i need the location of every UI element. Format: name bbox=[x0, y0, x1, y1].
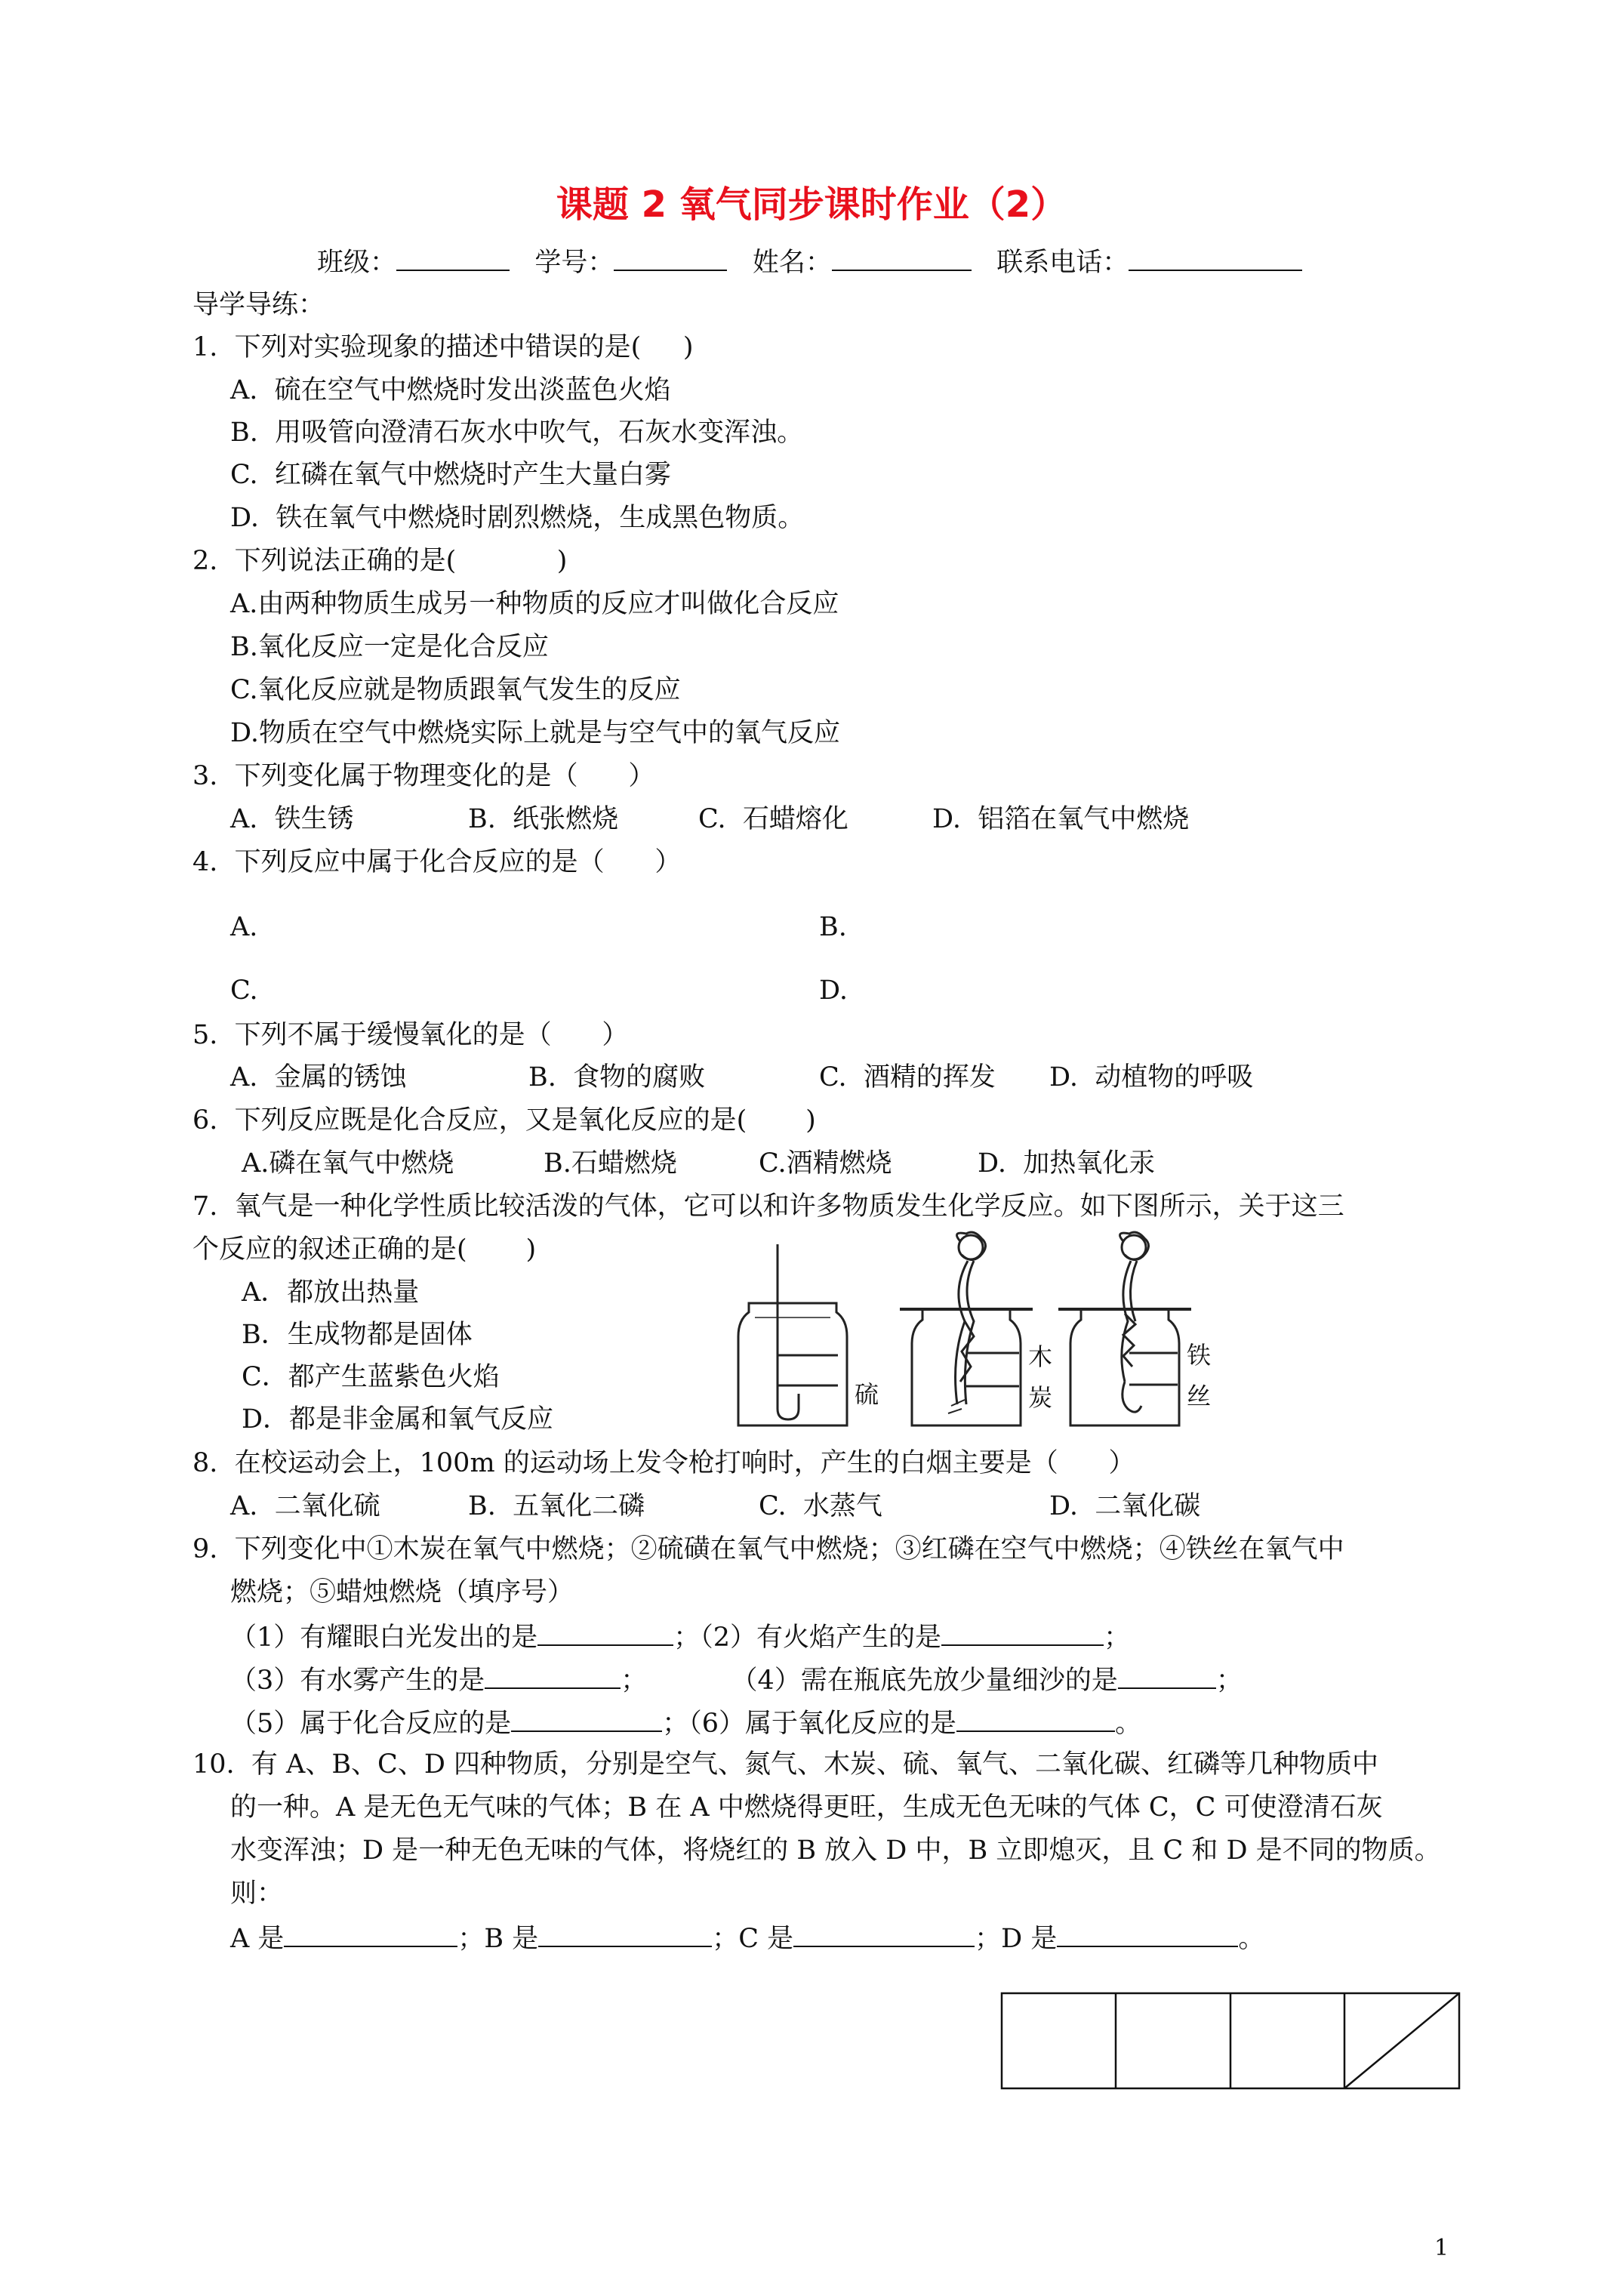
q9-part-6: ；（6）属于氧化反应的是 bbox=[662, 1709, 957, 1739]
iron-jar bbox=[1058, 1232, 1191, 1425]
q2-option-a: A.由两种物质生成另一种物质的反应才叫做化合反应 bbox=[230, 589, 839, 619]
q8-option-a: A. 二氧化硫 bbox=[230, 1491, 380, 1521]
q9-part-4: （4）需在瓶底先放少量细沙的是 bbox=[731, 1666, 1118, 1696]
q1-option-c: C. 红磷在氧气中燃烧时产生大量白雾 bbox=[230, 460, 671, 490]
q7-line-2: 个反应的叙述正确的是( ) bbox=[192, 1234, 537, 1265]
q2-option-b: B.氧化反应一定是化合反应 bbox=[230, 632, 549, 662]
q9-blank-4[interactable] bbox=[1118, 1662, 1216, 1689]
phone-blank[interactable] bbox=[1129, 244, 1302, 271]
q1-option-d: D. 铁在氧气中燃烧时剧烈燃烧，生成黑色物质。 bbox=[230, 503, 805, 533]
name-label: 姓名： bbox=[752, 248, 832, 278]
q7-option-c: C．都产生蓝紫色火焰 bbox=[242, 1362, 500, 1392]
q8-stem: 8. 在校运动会上，100m 的运动场上发令枪打响时，产生的白烟主要是（ ） bbox=[192, 1448, 1135, 1478]
q6-option-c: C.酒精燃烧 bbox=[759, 1148, 892, 1179]
q9-part-1: （1）有耀眼白光发出的是 bbox=[230, 1623, 538, 1653]
q9-blank-3[interactable] bbox=[485, 1662, 621, 1689]
q10-d-label: ；D 是 bbox=[975, 1924, 1058, 1954]
q4-option-d: D. bbox=[819, 975, 848, 1006]
charcoal-jar bbox=[900, 1232, 1033, 1425]
fig-label-iron-2: 丝 bbox=[1187, 1382, 1212, 1410]
q5-option-a: A. 金属的锈蚀 bbox=[230, 1062, 407, 1093]
section-heading: 导学导练： bbox=[192, 290, 325, 320]
q7-option-b: B．生成物都是固体 bbox=[242, 1320, 473, 1350]
q9-line-2: 燃烧；⑤蜡烛燃烧（填序号） bbox=[230, 1577, 574, 1607]
q5-option-d: D. 动植物的呼吸 bbox=[1049, 1062, 1254, 1093]
q8-option-b: B. 五氧化二磷 bbox=[468, 1491, 645, 1521]
q10-answers: A 是 ；B 是 ；C 是 ；D 是 。 bbox=[230, 1920, 1264, 1955]
fig-label-charcoal-2: 炭 bbox=[1028, 1383, 1053, 1412]
combustion-jars-figure bbox=[725, 1231, 1253, 1435]
q10-c-blank[interactable] bbox=[793, 1920, 975, 1947]
phone-label: 联系电话： bbox=[996, 248, 1129, 278]
q5-option-b: B. 食物的腐败 bbox=[528, 1062, 706, 1093]
q2-option-d: D.物质在空气中燃烧实际上就是与空气中的氧气反应 bbox=[230, 718, 840, 748]
q10-line-2: 的一种。A 是无色无气味的气体；B 在 A 中燃烧得更旺，生成无色无味的气体 C，C 可使澄清石灰 bbox=[230, 1792, 1383, 1823]
class-label: 班级： bbox=[317, 248, 397, 278]
q9-row-2: （3）有水雾产生的是 ； （4）需在瓶底先放少量细沙的是 ； bbox=[230, 1662, 1243, 1697]
q4-stem: 4. 下列反应中属于化合反应的是（ ） bbox=[192, 847, 682, 877]
q8-option-c: C. 水蒸气 bbox=[759, 1491, 882, 1521]
q6-option-a: A.磷在氧气中燃烧 bbox=[242, 1148, 454, 1179]
q9-row-1: （1）有耀眼白光发出的是 ；（2）有火焰产生的是 ； bbox=[230, 1619, 1130, 1654]
q10-a-label: A 是 bbox=[230, 1924, 285, 1954]
q3-option-d: D. 铝箔在氧气中燃烧 bbox=[932, 804, 1190, 834]
name-blank[interactable] bbox=[832, 244, 972, 271]
q5-stem: 5. 下列不属于缓慢氧化的是（ ） bbox=[192, 1020, 629, 1050]
info-line bbox=[317, 244, 1302, 279]
q1-option-b: B. 用吸管向澄清石灰水中吹气，石灰水变浑浊。 bbox=[230, 418, 804, 448]
q10-c-label: ；C 是 bbox=[712, 1924, 794, 1954]
class-blank[interactable] bbox=[396, 244, 510, 271]
q9-row-3: （5）属于化合反应的是 ；（6）属于氧化反应的是 。 bbox=[230, 1705, 1141, 1740]
q8-option-d: D. 二氧化碳 bbox=[1049, 1491, 1201, 1521]
q4-option-a: A. bbox=[230, 912, 258, 942]
q9-part-2: ；（2）有火焰产生的是 bbox=[673, 1623, 942, 1653]
q9-part-3: （3）有水雾产生的是 bbox=[230, 1666, 485, 1696]
q10-b-label: ；B 是 bbox=[457, 1924, 539, 1954]
q3-option-b: B. 纸张燃烧 bbox=[468, 804, 619, 834]
q10-line-4: 则： bbox=[230, 1878, 284, 1909]
score-box bbox=[1000, 1992, 1462, 2091]
q3-stem: 3. 下列变化属于物理变化的是（ ） bbox=[192, 761, 655, 791]
q9-blank-5[interactable] bbox=[511, 1705, 662, 1732]
q2-stem: 2. 下列说法正确的是( ) bbox=[192, 546, 568, 576]
q9-blank-6[interactable] bbox=[956, 1705, 1115, 1732]
q10-a-blank[interactable] bbox=[284, 1920, 457, 1947]
sulfur-jar bbox=[738, 1244, 847, 1425]
q6-option-b: B.石蜡燃烧 bbox=[544, 1148, 677, 1179]
q3-option-c: C. 石蜡熔化 bbox=[698, 804, 848, 834]
q10-line-1: 10. 有 A、B、C、D 四种物质，分别是空气、氮气、木炭、硫、氧气、二氧化碳、红磷等几种物质中 bbox=[192, 1749, 1379, 1780]
q9-blank-1[interactable] bbox=[537, 1619, 673, 1646]
q7-line-1: 7. 氧气是一种化学性质比较活泼的气体，它可以和许多物质发生化学反应。如下图所示，关于这三 bbox=[192, 1191, 1344, 1222]
q9-blank-2[interactable] bbox=[941, 1619, 1104, 1646]
q10-d-blank[interactable] bbox=[1057, 1920, 1238, 1947]
q1-stem: 1. 下列对实验现象的描述中错误的是( ) bbox=[192, 332, 694, 362]
q2-option-c: C.氧化反应就是物质跟氧气发生的反应 bbox=[230, 675, 681, 705]
id-blank[interactable] bbox=[614, 244, 727, 271]
q9-part-5: （5）属于化合反应的是 bbox=[230, 1709, 512, 1739]
fig-label-charcoal-1: 木 bbox=[1028, 1342, 1053, 1371]
q6-stem: 6. 下列反应既是化合反应，又是氧化反应的是( ) bbox=[192, 1105, 816, 1136]
fig-label-sulfur: 硫 bbox=[855, 1380, 879, 1409]
q10-line-3: 水变浑浊；D 是一种无色无味的气体，将烧红的 B 放入 D 中，B 立即熄灭，且 C 和 D 是不同的物质。 bbox=[230, 1835, 1441, 1866]
q3-option-a: A. 铁生锈 bbox=[230, 804, 354, 834]
q4-option-c: C. bbox=[230, 975, 258, 1006]
q4-option-b: B. bbox=[819, 912, 847, 942]
q9-line-1: 9. 下列变化中①木炭在氧气中燃烧；②硫磺在氧气中燃烧；③红磷在空气中燃烧；④铁丝在氧气中 bbox=[192, 1534, 1344, 1564]
q7-option-d: D．都是非金属和氧气反应 bbox=[242, 1404, 554, 1435]
q6-option-d: D. 加热氧化汞 bbox=[978, 1148, 1156, 1179]
q10-b-blank[interactable] bbox=[538, 1920, 712, 1947]
page-title: 课题 2 氧气同步课时作业（2） bbox=[556, 183, 1067, 226]
page-number: 1 bbox=[1434, 2235, 1449, 2261]
id-label: 学号： bbox=[534, 248, 614, 278]
fig-label-iron-1: 铁 bbox=[1187, 1341, 1212, 1370]
q5-option-c: C. 酒精的挥发 bbox=[819, 1062, 996, 1093]
q1-option-a: A. 硫在空气中燃烧时发出淡蓝色火焰 bbox=[230, 375, 671, 405]
q7-option-a: A．都放出热量 bbox=[242, 1277, 420, 1308]
